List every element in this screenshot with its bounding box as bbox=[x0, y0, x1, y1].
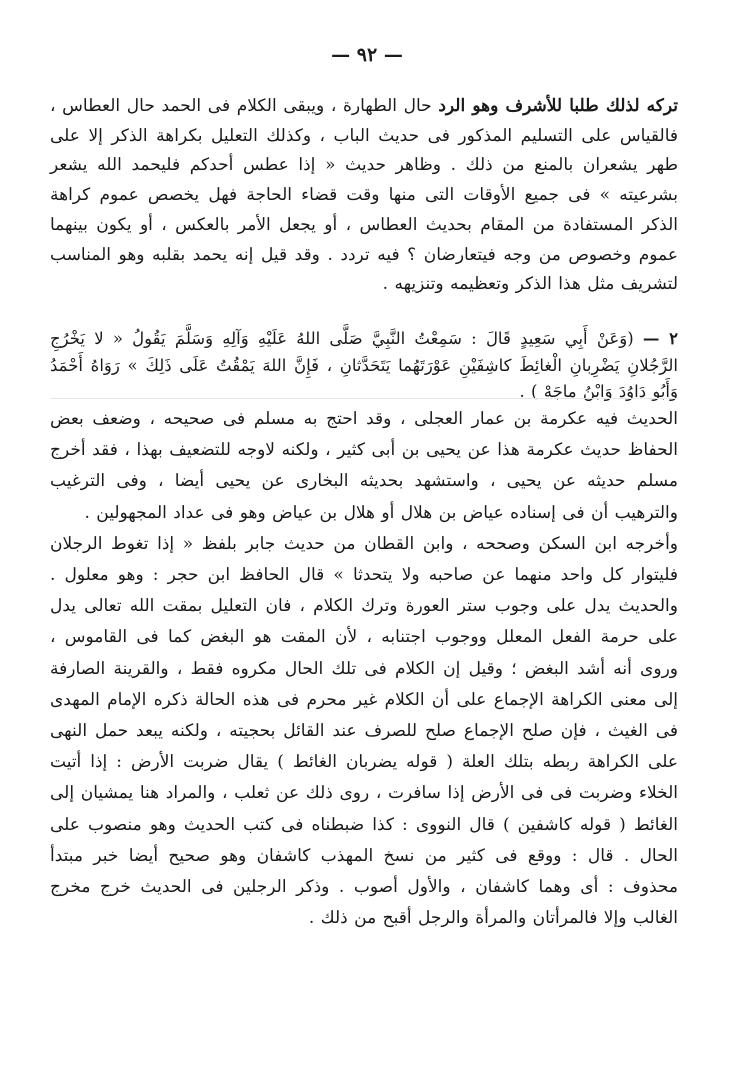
hadith-block bbox=[50, 326, 678, 406]
intro-lead: تركه لذلك طلبا للأشرف وهو الرد bbox=[438, 96, 678, 116]
page-number: — ٩٢ — bbox=[331, 44, 403, 66]
commentary-paragraph-2: وأخرجه ابن السكن وصححه ، وابن القطان من حديث جابر بلفظ « إذا تغوط الرجلان فليتوار كل واحد منهما عن صاحبه ولا يتحدثا » قال الحافظ ابن حجر : وهو معلول . والحديث يدل على وجوب ستر العورة وترك الكلام ، فان التعليل بمقت الله تعالى يدل على حرمة الفعل المعلل ووجوب اجتنابه ، لأن المقت هو البغض كما فى القاموس ، وروى أنه أشد البغض ؛ وقيل إن الكلام فى تلك الحال مكروه فقط ، والقرينة الصارفة إلى معنى الكراهة الإجماع على أن الكلام غير محرم فى هذه الحالة ذكره الإمام المهدى فى الغيث ، فإن صلح الإجماع صلح للصرف عند القائل بحجيته ، ولكنه يبعد حمل النهى على الكراهة ربطه بتلك العلة ( قوله يضربان الغائط ) يقال ضربت الأرض : إذا أتيت الخلاء وضربت فى فى الأرض إذا سافرت ، روى ذلك عن ثعلب ، والمراد هنا يمشيان إلى الغائط ( قوله كاشفين ) قال النووى : كذا ضبطناه فى كتب الحديث وهو منصوب على الحال . قال : ووقع فى كثير من نسخ المهذب كاشفان وهو صحيح أيضا خبر مبتدأ محذوف : أى وهما كاشفان ، والأول أصوب . وذكر الرجلين فى الحديث خرج مخرج الغالب وإلا فالمرأتان والمرأة والرجل أقبح من ذلك . bbox=[50, 533, 678, 929]
intro-paragraph bbox=[50, 92, 678, 300]
hadith-body: (وَعَنْ أَبِي سَعِيدٍ قَالَ : سَمِعْتُ النَّبِيَّ صَلَّى اللهُ عَلَيْهِ وَآلِهِ وَسَلَّمَ يَقُولُ « لا يَخْرُجِ الرَّجُلانِ يَضْرِبانِ الْغائِطَ كاشِفَيْنِ عَوْرَتَهُما يَتَحَدَّثانِ ، فَإِنَّ اللهَ يَمْقُتُ عَلَى ذَلِكَ » رَوَاهُ أَحْمَدُ وَأَبُو دَاوُدَ وَابْنُ ماجَهْ ) . bbox=[50, 329, 678, 401]
intro-body: حال الطهارة ، ويبقى الكلام فى الحمد حال العطاس ، فالقياس على التسليم المذكور فى حديث الباب ، وكذلك التعليل بكراهة الذكر إلا على طهر يشعران بالمنع من ذلك . وظاهر حديث « إذا عطس أحدكم فليحمد الله يشعر بشرعيته » فى جميع الأوقات التى منها وقت قضاء الحاجة فهل يخصص عموم كراهة الذكر المستفادة من المقام بحديث العطاس ، أو يجعل الأمر بالعكس ، أو يكون بينهما عموم وخصوص من وجه فيتعارضان ؟ فيه تردد . وقد قيل إنه يحمد بقلبه وهو المناسب لتشريف مثل هذا الذكر وتعظيمه وتنزيهه . bbox=[50, 96, 678, 295]
intro-text bbox=[50, 92, 678, 300]
commentary-block bbox=[50, 404, 678, 934]
hadith-text bbox=[50, 326, 678, 406]
divider bbox=[50, 398, 678, 399]
commentary-paragraph-1: الحديث فيه عكرمة بن عمار العجلى ، وقد احتج به مسلم فى صحيحه ، وضعف بعض الحفاظ حديث عكرمة هذا عن يحيى بن أبى كثير ، ولكنه لاوجه للتضعيف بهذا ، فقد أخرج مسلم حديثه عن يحيى ، واستشهد بحديثه البخارى عن يحيى أيضا ، وفى الترغيب والترهيب أن فى إسناده عياض بن هلال أو هلال بن عياض وهو فى عداد المجهولين . bbox=[50, 409, 678, 523]
hadith-number: ٢ — bbox=[642, 329, 679, 348]
